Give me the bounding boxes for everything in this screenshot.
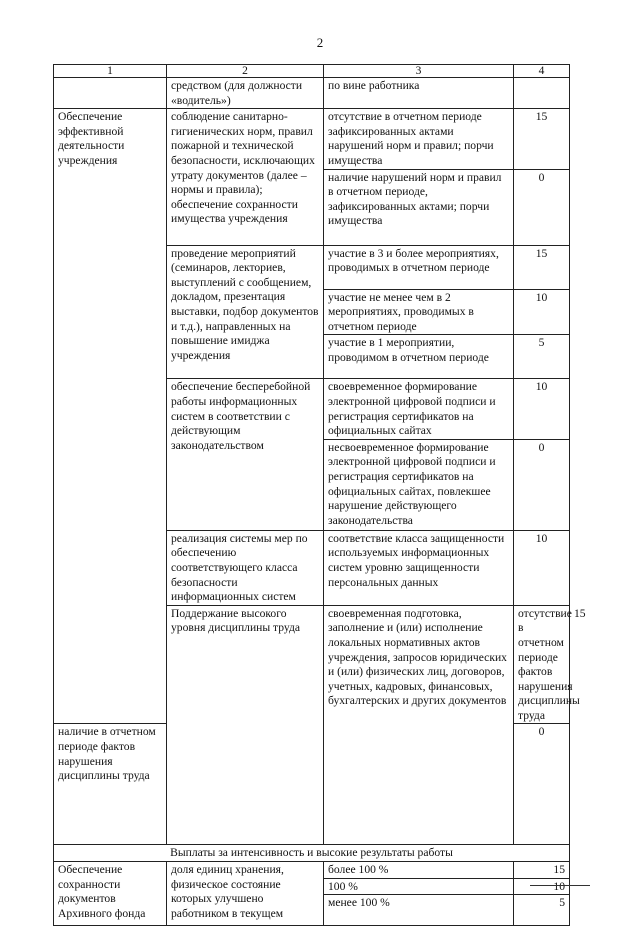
column-header: 4 <box>514 65 570 78</box>
column-header: 2 <box>167 65 324 78</box>
section-row <box>54 845 570 862</box>
indicator-cell: Обеспечение эффективной деятельности учреждения <box>54 109 167 724</box>
points-cell: 5 <box>514 335 570 379</box>
indicator-cell: Обеспечение сохранности документов Архивного фонда <box>54 862 167 926</box>
criterion-cell: проведение мероприятий (семинаров, лекториев, выступлений с сообщением, докладом, презентация выставки, подбор документов и т.д.), направленных на повышение имиджа учреждения <box>167 245 324 379</box>
points-cell: 15 <box>514 245 570 289</box>
condition-cell: более 100 % <box>324 862 514 879</box>
points-cell: 0 <box>514 169 570 245</box>
column-header: 1 <box>54 65 167 78</box>
points-cell: 15 <box>514 109 570 169</box>
table-row <box>54 78 570 109</box>
points-cell: 10 <box>514 878 570 895</box>
criteria-table <box>53 64 586 926</box>
condition-cell: участие в 3 и более мероприятиях, проводимых в отчетном периоде <box>324 245 514 289</box>
table-row <box>54 862 570 879</box>
points-cell: 15 <box>514 862 570 879</box>
criterion-cell: реализация системы мер по обеспечению соответствующего класса безопасности информационных систем <box>167 530 324 605</box>
criterion-cell: средством (для должности «водитель») <box>167 78 324 109</box>
points-cell: 10 <box>514 530 570 605</box>
condition-cell: наличие нарушений норм и правил в отчетном периоде, зафиксированных актами; порчи имущества <box>324 169 514 245</box>
section-heading: Выплаты за интенсивность и высокие результаты работы <box>54 845 570 862</box>
points-cell: 0 <box>514 724 570 845</box>
table-row: Поддержание высокого уровня дисциплины труда своевременная подготовка, заполнение и (или) исполнение локальных нормативных актов учреждения, запросов юридических и (или) физических лиц, договоров, учетных, кадровых, финансовых, бухгалтерских и других документов отсутствие в отчетном периоде фактов нарушения дисциплины труда 15 <box>54 605 570 724</box>
condition-cell: несвоевременное формирование электронной цифровой подписи и регистрация сертификатов на официальных сайтах, повлекшее нарушение действующего законодательства <box>324 439 514 530</box>
indicator-cell: Поддержание высокого уровня дисциплины труда <box>167 605 324 845</box>
points-cell: 0 <box>514 439 570 530</box>
condition-cell: наличие в отчетном периоде фактов нарушения дисциплины труда <box>54 724 167 845</box>
footer-divider <box>530 885 590 886</box>
condition-cell: отсутствие в отчетном периоде фактов нарушения дисциплины труда <box>514 605 570 724</box>
points-cell <box>514 78 570 109</box>
criterion-cell: доля единиц хранения, физическое состояние которых улучшено работником в текущем <box>167 862 324 926</box>
criterion-cell: своевременная подготовка, заполнение и (или) исполнение локальных нормативных актов учреждения, запросов юридических и (или) физических лиц, договоров, учетных, кадровых, финансовых, бухгалтерских и других документов <box>324 605 514 845</box>
table-row <box>54 109 570 169</box>
condition-cell: своевременное формирование электронной цифровой подписи и регистрация сертификатов на официальных сайтах <box>324 379 514 439</box>
points-cell: 10 <box>514 289 570 335</box>
condition-cell: соответствие класса защищенности используемых информационных систем уровню защищенности персональных данных <box>324 530 514 605</box>
criterion-cell: соблюдение санитарно-гигиенических норм, правил пожарной и технической безопасности, исключающих утрату документов (далее – нормы и правила); обеспечение сохранности имущества учреждения <box>167 109 324 245</box>
criterion-cell: обеспечение бесперебойной работы информационных систем в соответствии с действующим законодательством <box>167 379 324 530</box>
table-header-row <box>54 65 570 78</box>
column-header: 3 <box>324 65 514 78</box>
condition-cell: менее 100 % <box>324 895 514 926</box>
condition-cell: участие не менее чем в 2 мероприятиях, проводимых в отчетном периоде <box>324 289 514 335</box>
condition-cell: 100 % <box>324 878 514 895</box>
condition-cell: по вине работника <box>324 78 514 109</box>
points-cell: 10 <box>514 379 570 439</box>
condition-cell: отсутствие в отчетном периоде зафиксированных актами нарушений норм и правил; порчи имущества <box>324 109 514 169</box>
page-number: 2 <box>316 35 324 50</box>
condition-cell: участие в 1 мероприятии, проводимом в отчетном периоде <box>324 335 514 379</box>
indicator-cell <box>54 78 167 109</box>
points-cell: 5 <box>514 895 570 926</box>
